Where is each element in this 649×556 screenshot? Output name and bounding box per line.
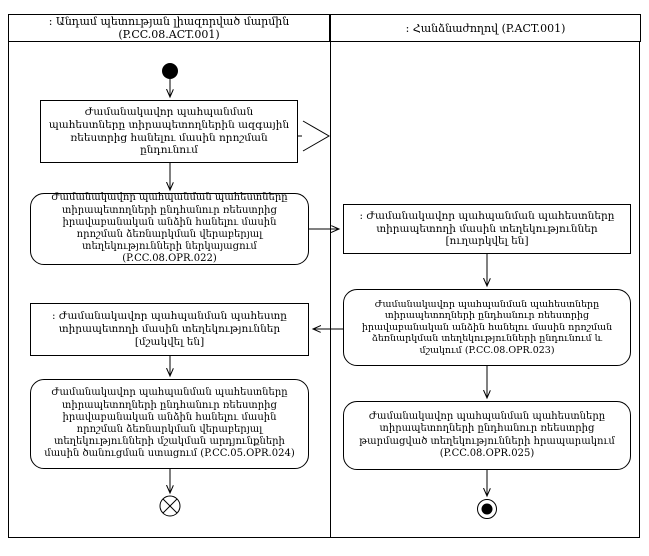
action-opr025-publish-updated-information [343,401,631,470]
object-node-information-sent [343,204,631,254]
lane-title: : Հանձնաժողով (P.ACT.001) [405,21,566,35]
lane-header-member-state-body [8,14,330,42]
lane-divider [330,14,331,538]
action-opr022-submit-information [30,193,309,265]
action-label: Ժամանակավոր պահպանման պահեստները տիրապետողների ընդհանուր ռեեստրից իրավաբանական անձին հանելու մասին որոշման ձեռնարկման վերաբերյալ տեղեկությունների մշակման արդյունքների մասին ծանուցման ստացում (P.CC.05.OPR.024) [44,387,295,460]
action-label: Ժամանակավոր պահպանման պահեստները տիրապետողների ընդհանուր ռեեստրից իրավաբանական անձին հանելու մասին որոշման ձեռնարկման տեղեկությունների ընդունում և մշակում (P.CC.08.OPR.023) [361,298,613,356]
action-label: Ժամանակավոր պահպանման պահեստները տիրապետողների ընդհանուր ռեեստրից իրավաբանական անձին հանելու մասին որոշման ձեռնարկման վերաբերյալ տեղեկությունների ներկայացում (P.CC.08.OPR.022) [51,192,288,265]
action-label: Ժամանակավոր պահպանման պահեստները տիրապետողների ընդհանուր ռեեստրից թարմացված տեղեկությունների հրապարակում (P.CC.08.OPR.025) [359,411,615,459]
lane-title: : Անդամ պետության լիազորված մարմին (P.CC.08.ACT.001) [48,15,290,41]
action-opr023-receive-and-process [343,289,631,366]
object-label: : Ժամանակավոր պահպանման պահեստները տիրապետողի մասին տեղեկություններ [ուղարկվել են] [359,209,615,248]
object-label: : Ժամանակավոր պահպանման պահեստը տիրապետողի մասին տեղեկություններ [մշակվել են] [52,310,287,348]
lane-header-commission [330,14,641,42]
action-decision-adopted [40,100,298,163]
action-label: Ժամանակավոր պահպանման պահեստները տիրապետողներին ազգային ռեեստրից հանելու մասին որոշման ընդունում [48,105,290,157]
action-opr024-receive-notification [30,379,309,469]
object-node-information-processed [30,303,309,356]
